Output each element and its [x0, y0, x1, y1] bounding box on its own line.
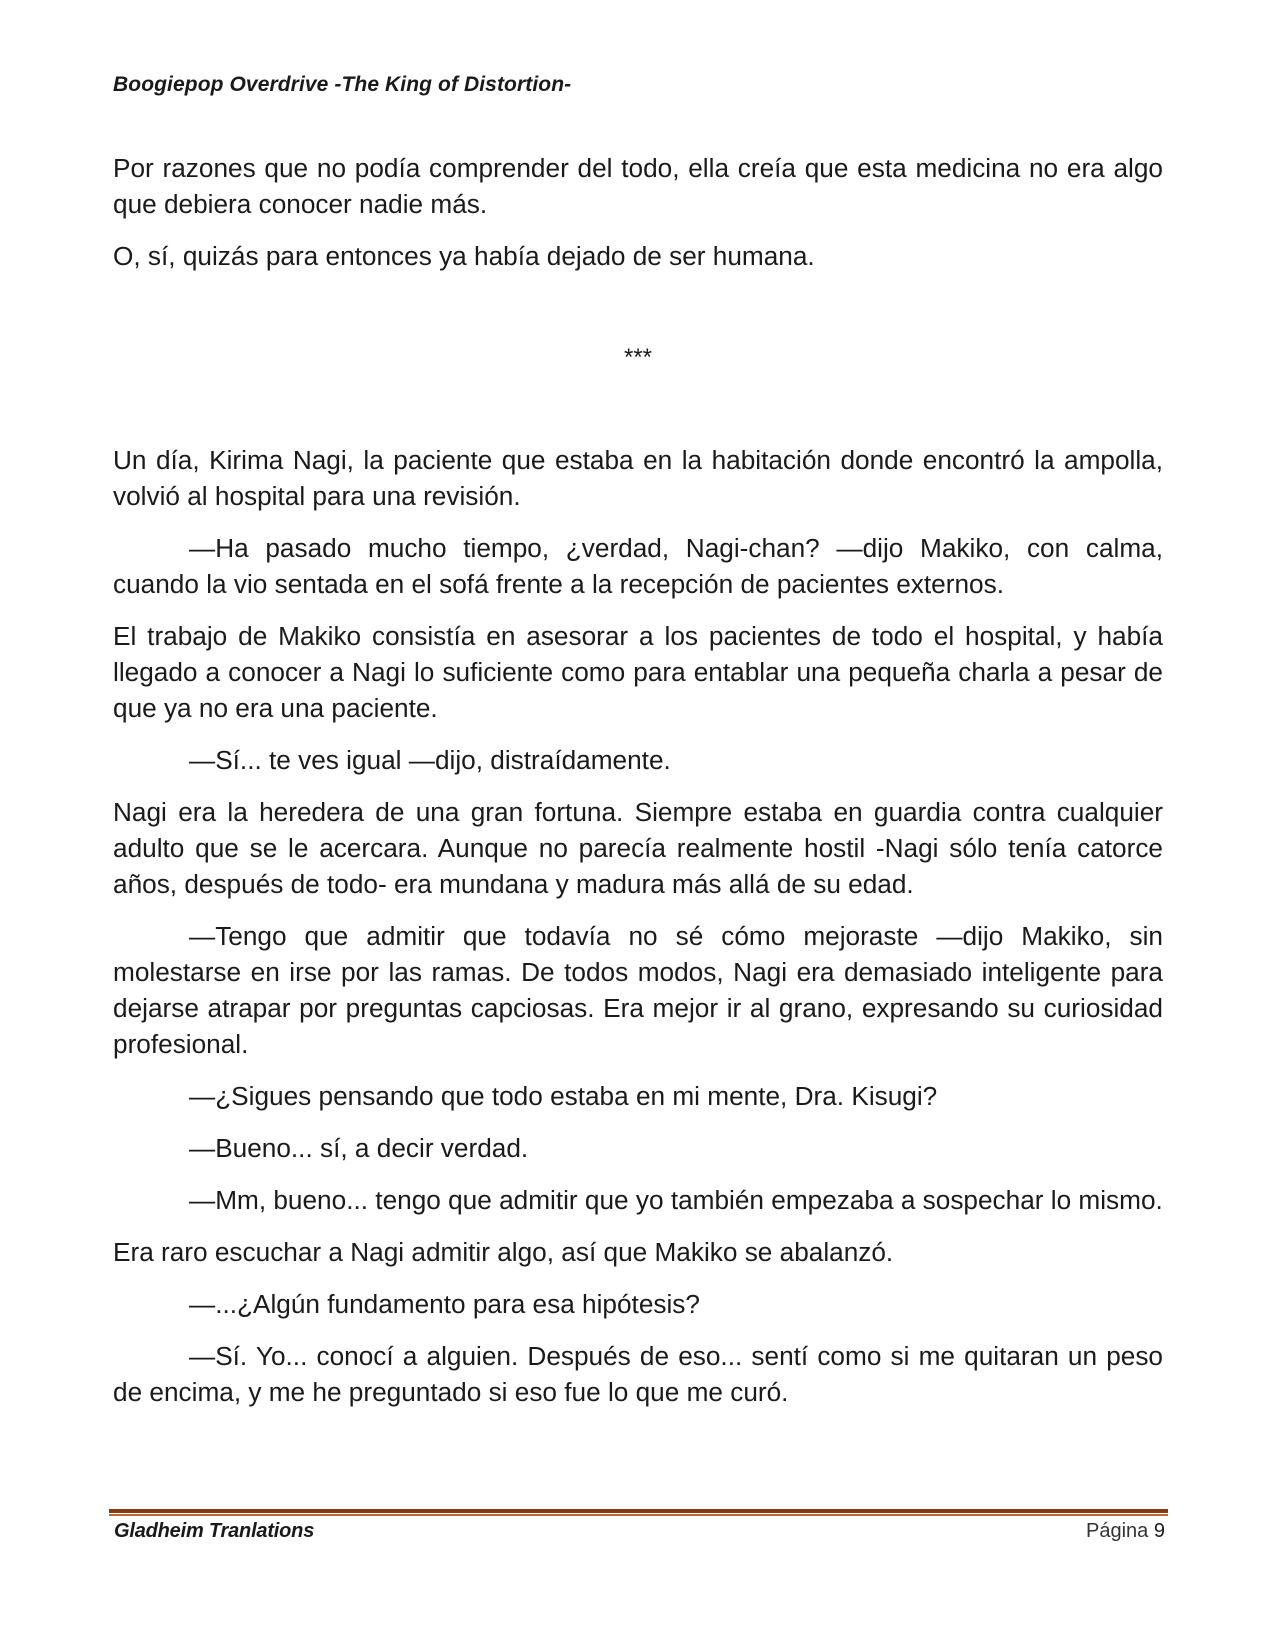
paragraph: Nagi era la heredera de una gran fortuna. Siempre estaba en guardia contra cualquier adulto que se le acercara. Aunque no parecía realmente hostil -Nagi sólo tenía catorce años, después de todo- era mundana y madura más allá de su edad.: [113, 797, 1163, 899]
dialogue-paragraph: —Sí... te ves igual —dijo, distraídamente.: [189, 745, 671, 775]
dialogue-paragraph: —Mm, bueno... tengo que admitir que yo también empezaba a sospechar lo mismo.: [189, 1185, 1163, 1215]
footer-page-number: [1086, 1520, 1165, 1543]
dialogue-paragraph: —Sí. Yo... conocí a alguien. Después de eso... sentí como si me quitaran un peso de encima, y me he preguntado si eso fue lo que me curó.: [113, 1341, 1163, 1407]
dialogue-paragraph: —...¿Algún fundamento para esa hipótesis?: [189, 1289, 700, 1319]
scene-separator: ***: [623, 344, 653, 371]
footer-divider: [109, 1509, 1168, 1516]
document-body: [113, 150, 1163, 1426]
footer-translator-credit: Gladheim Tranlations: [114, 1520, 315, 1542]
dialogue-paragraph: —Tengo que admitir que todavía no sé cómo mejoraste —dijo Makiko, sin molestarse en irse por las ramas. De todos modos, Nagi era demasiado inteligente para dejarse atrapar por preguntas capciosas. Era mejor ir al grano, expresando su curiosidad profesional.: [113, 921, 1163, 1059]
paragraph: El trabajo de Makiko consistía en asesorar a los pacientes de todo el hospital, y había llegado a conocer a Nagi lo suficiente como para entablar una pequeña charla a pesar de que ya no era una paciente.: [113, 621, 1163, 723]
page-label: Página: [1086, 1520, 1149, 1542]
footer-divider-thin-line: [109, 1514, 1168, 1516]
paragraph: Un día, Kirima Nagi, la paciente que estaba en la habitación donde encontró la ampolla, volvió al hospital para una revisión.: [113, 445, 1163, 511]
dialogue-paragraph: —Ha pasado mucho tiempo, ¿verdad, Nagi-chan? —dijo Makiko, con calma, cuando la vio sentada en el sofá frente a la recepción de pacientes externos.: [113, 533, 1163, 599]
page-number-value: 9: [1153, 1520, 1165, 1542]
paragraph: O, sí, quizás para entonces ya había dejado de ser humana.: [113, 241, 815, 271]
document-header-title: Boogiepop Overdrive -The King of Distortion-: [113, 73, 572, 96]
paragraph: Por razones que no podía comprender del todo, ella creía que esta medicina no era algo que debiera conocer nadie más.: [113, 153, 1163, 219]
dialogue-paragraph: —Bueno... sí, a decir verdad.: [189, 1133, 529, 1163]
dialogue-paragraph: —¿Sigues pensando que todo estaba en mi mente, Dra. Kisugi?: [189, 1081, 938, 1111]
paragraph: Era raro escuchar a Nagi admitir algo, así que Makiko se abalanzó.: [113, 1237, 894, 1267]
